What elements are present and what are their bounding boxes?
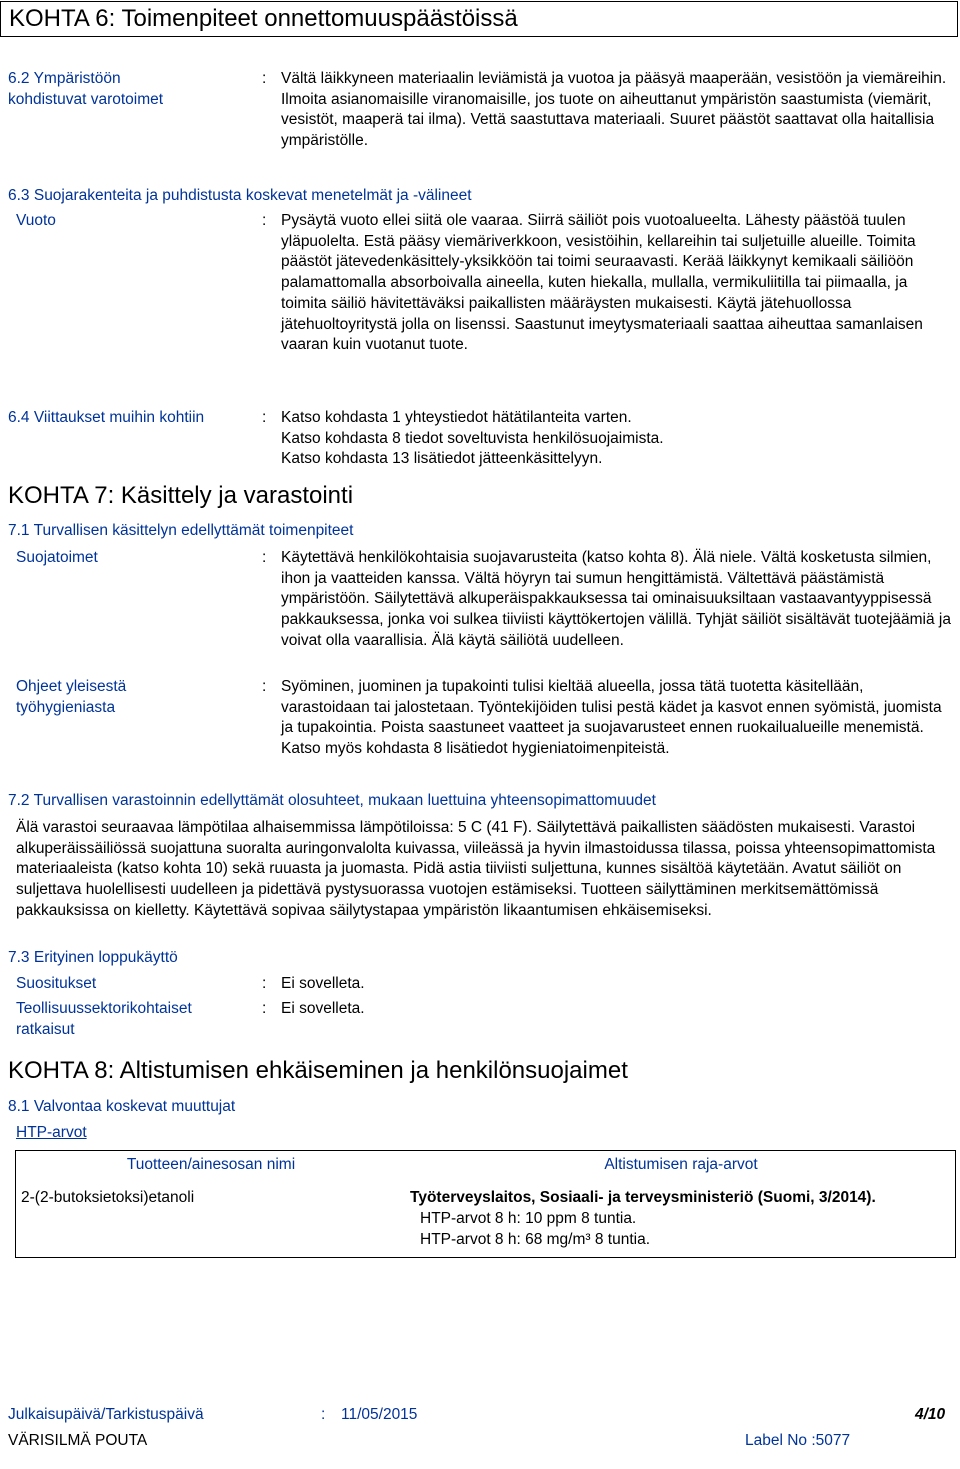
s64-line: Katso kohdasta 8 tiedot soveltuvista henkilösuojaimista. — [281, 429, 664, 447]
s63-text: Pysäytä vuoto ellei siitä ole vaaraa. Siirrä säiliöt pois vuotoalueelta. Lähesty päästöä tuulen yläpuolelta. Estä pääsy viemäriverkkoon, vesistöihin, kellareihin tai suljetuille alueille. Toimita päästöt jätevedenkäsittely-yksikköön tai toimi seuraavasti. Kerää läikkynyt kemikaali säiliöön palamattomalla absorboivalla aineella, kuten hiekalla, mullalla, vermikuliitilla tai piimaalla, ja toimita säiliö hävitettäväksi paikallisten määräysten mukaisesti. Käytä jätehuollossa jätehuoltoyritystä jolla on lisenssi. Saastunut imeytysmateriaali saattaa aiheuttaa samanlaisen vaaran kuin vuotanut tuote. — [281, 212, 923, 354]
s71-protective-label: Suojatoimet — [16, 549, 98, 566]
footer-date: 11/05/2015 — [341, 1406, 418, 1423]
s72-text: Älä varastoi seuraavaa lämpötilaa alhaisemmissa lämpötiloissa: 5 C (41 F). Säilytettävä paikallisten säädösten mukaisesti. Varastoi alkuperäissäiliössä suojattuna suoralta auringonvalolta kuivassa, viileässä ja hyvin ilmastoidussa tilassa, poissa yhteensopimattomista materiaaleista (katso kohta 10) sekä ruuasta ja juomasta. Pidä astia tiiviisti suljettuna, kunnes sisältöä käytetään. Avatut säiliöt on suljettava huolellisesti uudelleen ja pidettävä pystysuorassa vuotojen estämiseksi. Tuotteen säilyttäminen merkitsemättömissä pakkauksissa on kielletty. Käytettävä sopivaa säilytystapaa ympäristön likaantumisen ehkäisemiseksi. — [16, 819, 936, 919]
s62-label-line1: 6.2 Ympäristöön — [8, 70, 121, 87]
s63-colon: : — [262, 212, 267, 229]
s62-label — [8, 69, 163, 110]
s73-ind-value: Ei sovelleta. — [281, 1000, 365, 1017]
s71-hygiene-text: Syöminen, juominen ja tupakointi tulisi kieltää alueella, jossa tätä tuotetta käsitellään, varastoidaan tai jalostetaan. Työntekijöiden tulisi pestä kädet ja kasvot ennen syömistä, juomista ja tupakointia. Poista saastuneet vaatteet ja suojavarusteet ennen ruokailualueille menemistä. Katso myös kohdasta 8 lisätiedot hygieniatoimenpiteistä. — [281, 678, 942, 758]
s64-lines — [281, 408, 951, 470]
s63-heading: 6.3 Suojarakenteita ja puhdistusta koskevat menetelmät ja -välineet — [8, 187, 472, 204]
s73-rec-colon: : — [262, 975, 267, 992]
s72-heading: 7.2 Turvallisen varastoinnin edellyttämät olosuhteet, mukaan luettuina yhteensopimattomuudet — [8, 792, 656, 809]
s81-heading: 8.1 Valvontaa koskevat muuttujat — [8, 1098, 236, 1115]
htp-heading: HTP-arvot — [16, 1124, 87, 1141]
s71-hygiene-label-line2: työhygieniasta — [16, 698, 116, 716]
s62-text: Vältä läikkyneen materiaalin leviämistä ja vuotoa ja pääsyä maaperään, vesistöön ja viemäreihin. Ilmoita asianomaisille viranomaisille, jos tuote on aiheuttanut ympäristön saastumista (viemärit, vesistöt, maaperä tai ilma). Vettä saastuttava materiaali. Suuret päästöt saattavat olla haitallisia ympäristölle. — [281, 70, 947, 150]
table-header-name: Tuotteen/ainesosan nimi — [126, 1156, 296, 1173]
table-cell-value2: HTP-arvot 8 h: 68 mg/m³ 8 tuntia. — [420, 1231, 651, 1248]
s71-protective-text: Käytettävä henkilökohtaisia suojavarusteita (katso kohta 8). Älä niele. Vältä kosketusta silmien, ihon ja vaatteiden kanssa. Vältä höyryn tai sumun hengittämistä. Vältettävä päästämistä ympäristöön. Säilytettävä alkuperäispakkauksessa tai ominaisuuksiltaan vastaavantyyppisessä pakkauksessa, jonka voi sulkea tiiviisti käyttökertojen välillä. Tyhjät säiliöt sisältävät tuotejäämiä ja voivat olla vaarallisia. Älä käytä säiliötä uudelleen. — [281, 549, 951, 649]
table-header-limits: Altistumisen raja-arvot — [604, 1156, 758, 1173]
s64-label: 6.4 Viittaukset muihin kohtiin — [8, 409, 205, 426]
s73-rec-value: Ei sovelleta. — [281, 975, 365, 992]
s63-label: Vuoto — [16, 212, 56, 229]
section-8-title: KOHTA 8: Altistumisen ehkäiseminen ja henkilönsuojaimet — [8, 1057, 628, 1084]
s73-ind-colon: : — [262, 1000, 267, 1017]
table-cell-name: 2-(2-butoksietoksi)etanoli — [21, 1189, 195, 1206]
s62-colon: : — [262, 70, 267, 87]
s73-ind-label-line1: Teollisuussektorikohtaiset — [16, 1000, 192, 1017]
s71-colon: : — [262, 549, 267, 566]
section-6-title: KOHTA 6: Toimenpiteet onnettomuuspäästöissä — [9, 5, 518, 32]
footer-date-label: Julkaisupäivä/Tarkistuspäivä — [8, 1406, 204, 1423]
s73-ind-label — [16, 999, 192, 1040]
table-cell-value1: HTP-arvot 8 h: 10 ppm 8 tuntia. — [420, 1210, 637, 1227]
s62-label-line2: kohdistuvat varotoimet — [8, 90, 164, 108]
s64-colon: : — [262, 409, 267, 426]
footer-label-no: Label No :5077 — [745, 1432, 851, 1449]
s73-heading: 7.3 Erityinen loppukäyttö — [8, 949, 178, 966]
s73-ind-label-line2: ratkaisut — [16, 1020, 75, 1038]
section-7-title: KOHTA 7: Käsittely ja varastointi — [8, 482, 354, 509]
s71-hygiene-label — [16, 677, 126, 718]
s64-line: Katso kohdasta 1 yhteystiedot hätätilanteita varten. — [281, 409, 632, 426]
footer-colon: : — [321, 1406, 326, 1423]
section-6-title-box — [0, 1, 958, 37]
s71-heading: 7.1 Turvallisen käsittelyn edellyttämät toimenpiteet — [8, 522, 354, 539]
s71-hygiene-label-line1: Ohjeet yleisestä — [16, 678, 127, 695]
footer-product: VÄRISILMÄ POUTA — [8, 1432, 148, 1449]
s73-rec-label: Suositukset — [16, 975, 97, 992]
s64-line: Katso kohdasta 13 lisätiedot jätteenkäsittelyyn. — [281, 450, 603, 468]
footer-page: 4/10 — [915, 1406, 946, 1423]
table-cell-source: Työterveyslaitos, Sosiaali- ja terveysministeriö (Suomi, 3/2014). — [410, 1189, 876, 1206]
s71-hygiene-colon: : — [262, 678, 267, 695]
